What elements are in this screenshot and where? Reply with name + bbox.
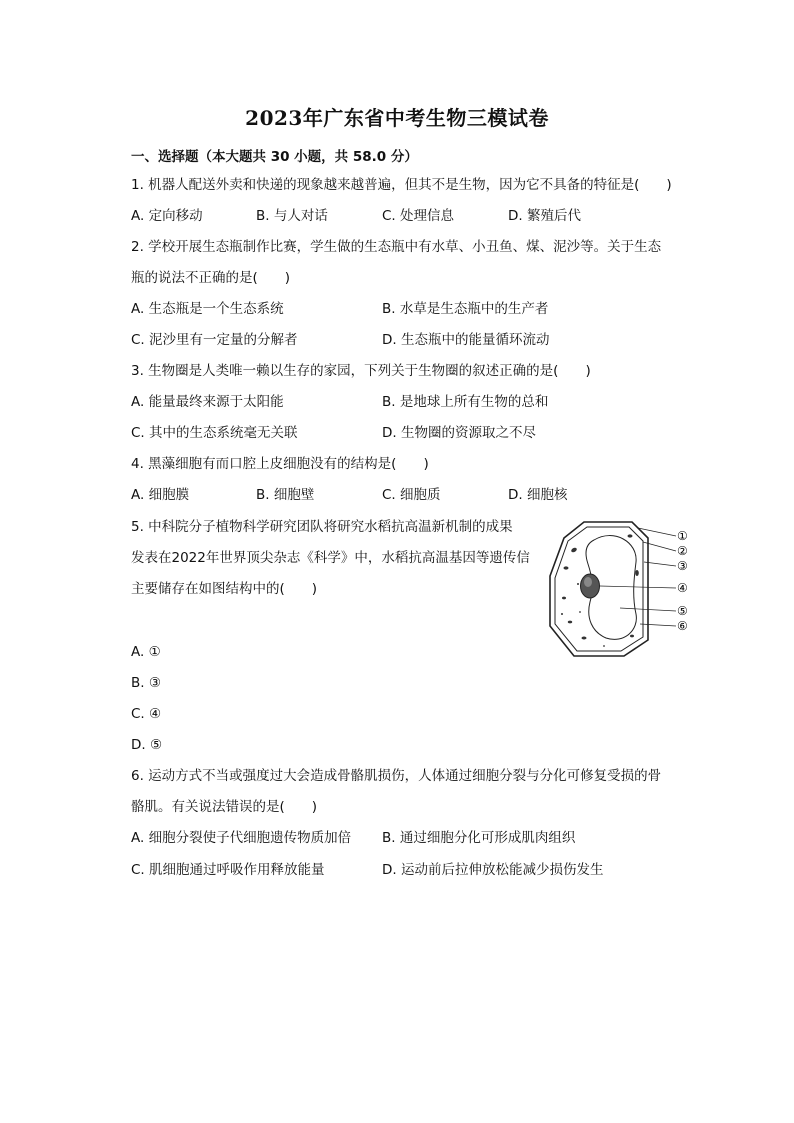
q2-option-d: D. 生态瓶中的能量循环流动 <box>382 332 550 348</box>
diagram-label-3: ③ <box>677 559 688 573</box>
q6-option-b: B. 通过细胞分化可形成肌肉组织 <box>382 830 576 846</box>
q3-option-c: C. 其中的生态系统毫无关联 <box>131 425 298 441</box>
q3-option-a: A. 能量最终来源于太阳能 <box>131 394 284 410</box>
q1-option-a: A. 定向移动 <box>131 208 203 224</box>
diagram-label-4: ④ <box>677 581 688 595</box>
section-heading: 一、选择题（本大题共 30 小题，共 58.0 分） <box>131 149 418 165</box>
plant-cell-diagram <box>544 518 694 660</box>
q4-option-c: C. 细胞质 <box>382 487 441 503</box>
page-title: 2023年广东省中考生物三模试卷 <box>245 106 549 130</box>
question-5-line-2: 发表在2022年世界顶尖杂志《科学》中，水稻抗高温基因等遗传信 <box>131 550 530 566</box>
question-3-line-1: 3. 生物圈是人类唯一赖以生存的家园，下列关于生物圈的叙述正确的是( ) <box>131 363 591 379</box>
q3-option-b: B. 是地球上所有生物的总和 <box>382 394 549 410</box>
q2-option-a: A. 生态瓶是一个生态系统 <box>131 301 284 317</box>
q1-option-c: C. 处理信息 <box>382 208 455 224</box>
q4-option-d: D. 细胞核 <box>508 487 568 503</box>
diagram-label-1: ① <box>677 529 688 543</box>
question-5-line-3: 主要储存在如图结构中的( ) <box>131 581 318 597</box>
q5-option-c: C. ④ <box>131 706 162 722</box>
q1-option-d: D. 繁殖后代 <box>508 208 581 224</box>
q5-option-b: B. ③ <box>131 675 161 691</box>
q4-option-a: A. 细胞膜 <box>131 487 190 503</box>
q2-option-c: C. 泥沙里有一定量的分解者 <box>131 332 298 348</box>
q5-option-d: D. ⑤ <box>131 737 163 753</box>
q6-option-c: C. 肌细胞通过呼吸作用释放能量 <box>131 862 325 878</box>
question-6-line-2: 骼肌。有关说法错误的是( ) <box>131 799 318 815</box>
question-6-line-1: 6. 运动方式不当或强度过大会造成骨骼肌损伤，人体通过细胞分裂与分化可修复受损的骨 <box>131 768 662 784</box>
question-2-line-2: 瓶的说法不正确的是( ) <box>131 270 291 286</box>
q2-option-b: B. 水草是生态瓶中的生产者 <box>382 301 549 317</box>
q5-option-a: A. ① <box>131 644 161 660</box>
q6-option-a: A. 细胞分裂使子代细胞遗传物质加倍 <box>131 830 352 846</box>
q6-option-d: D. 运动前后拉伸放松能减少损伤发生 <box>382 862 604 878</box>
q3-option-d: D. 生物圈的资源取之不尽 <box>382 425 536 441</box>
question-1-line-1: 1. 机器人配送外卖和快递的现象越来越普遍，但其不是生物，因为它不具备的特征是( ) <box>131 177 672 193</box>
diagram-label-2: ② <box>677 544 688 558</box>
q4-option-b: B. 细胞壁 <box>256 487 315 503</box>
question-4-line-1: 4. 黑藻细胞有而口腔上皮细胞没有的结构是( ) <box>131 456 429 472</box>
question-2-line-1: 2. 学校开展生态瓶制作比赛，学生做的生态瓶中有水草、小丑鱼、煤、泥沙等。关于生态 <box>131 239 662 255</box>
question-5-line-1: 5. 中科院分子植物科学研究团队将研究水稻抗高温新机制的成果 <box>131 519 513 535</box>
diagram-label-5: ⑤ <box>677 604 688 618</box>
q1-option-b: B. 与人对话 <box>256 208 328 224</box>
diagram-label-6: ⑥ <box>677 619 688 633</box>
